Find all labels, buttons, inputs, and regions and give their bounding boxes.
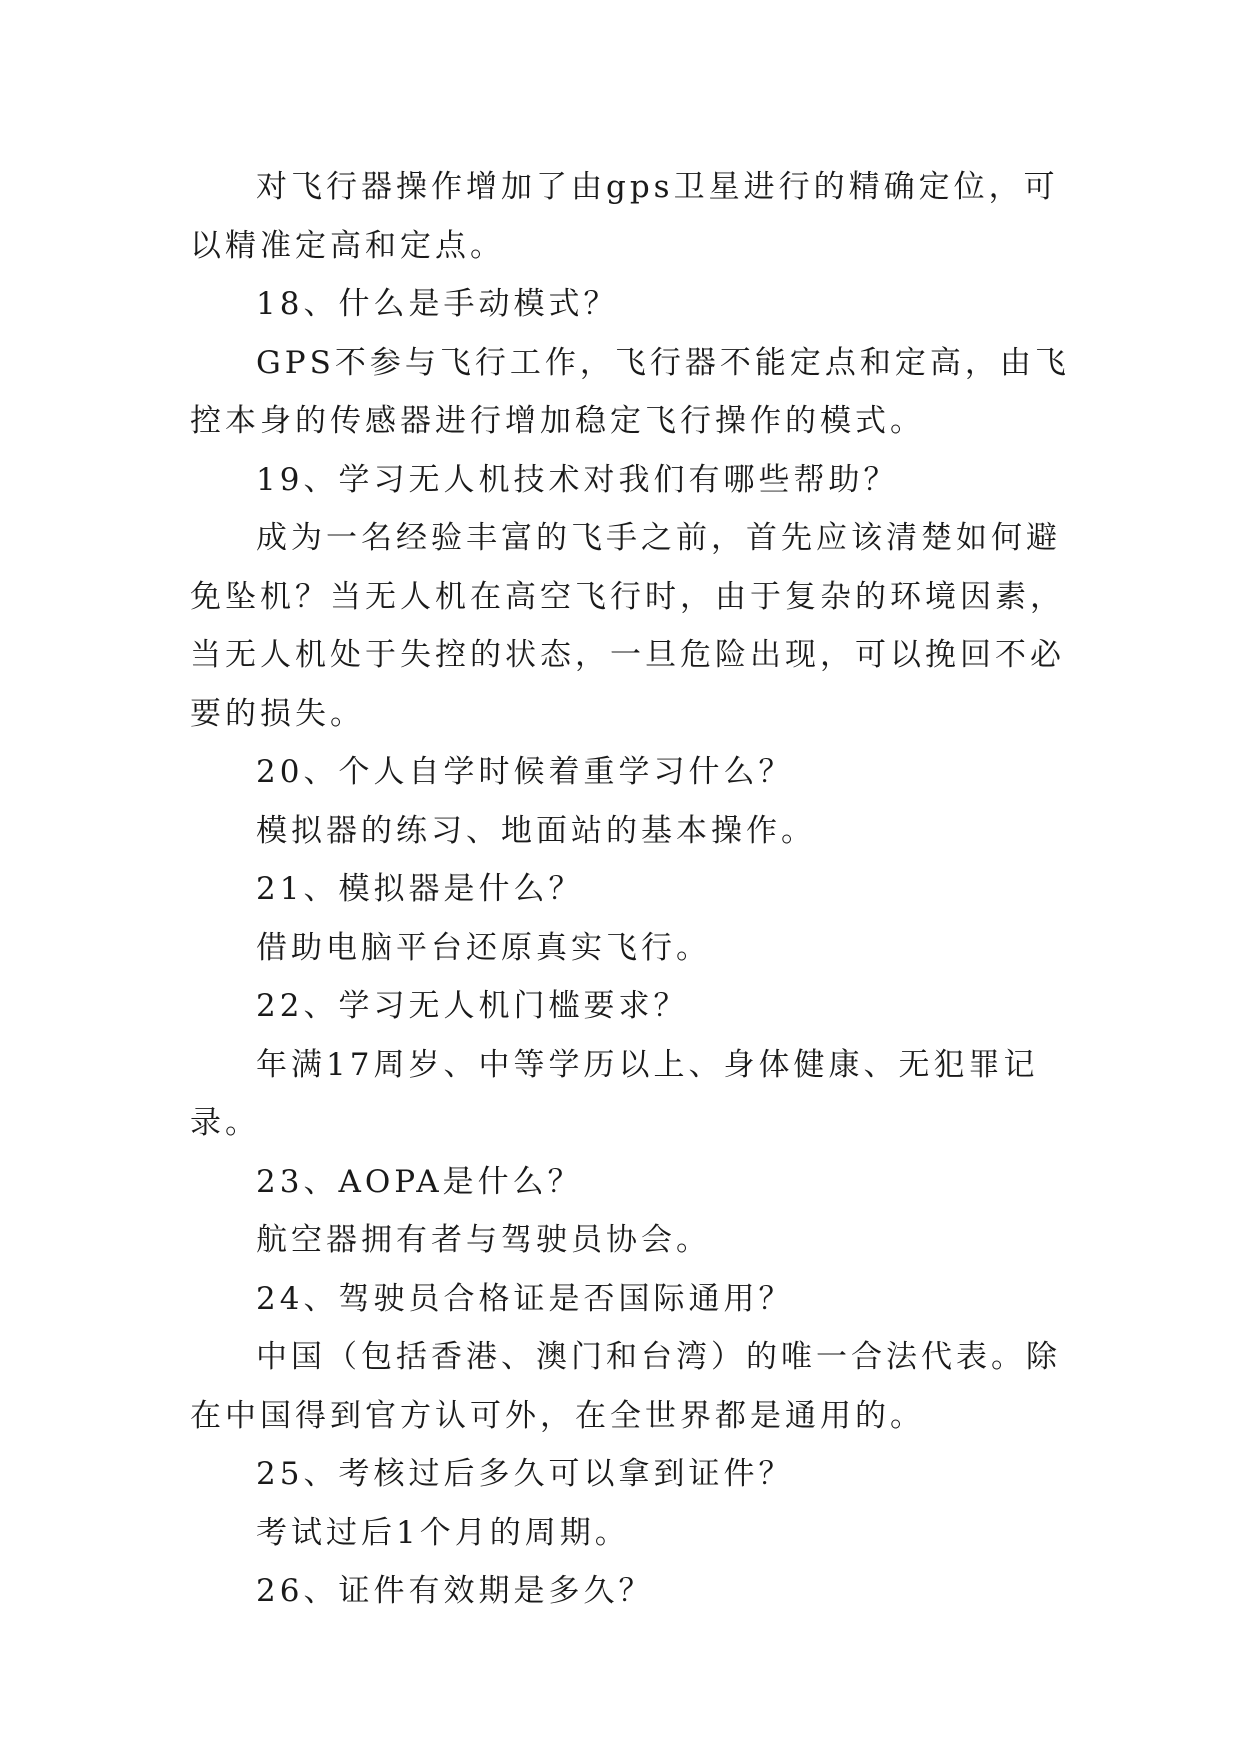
question-21: 21、模拟器是什么？ <box>256 871 584 907</box>
answer-25: 考试过后1个月的周期。 <box>256 1514 630 1551</box>
question-26: 26、证件有效期是多久？ <box>256 1573 654 1609</box>
document-body <box>190 158 1070 1621</box>
question-18: 18、什么是手动模式？ <box>256 286 619 322</box>
question-25: 25、考核过后多久可以拿到证件？ <box>256 1456 794 1492</box>
answer-23: 航空器拥有者与驾驶员协会。 <box>256 1222 711 1258</box>
question-19: 19、学习无人机技术对我们有哪些帮助？ <box>256 461 899 498</box>
answer-19: 成为一名经验丰富的飞手之前，首先应该清楚如何避免坠机？当无人机在高空飞行时，由于复杂的环境因素，当无人机处于失控的状态，一旦危险出现，可以挽回不必要的损失。 <box>190 520 1065 732</box>
answer-24: 中国（包括香港、澳门和台湾）的唯一合法代表。除在中国得到官方认可外，在全世界都是通用的。 <box>190 1339 1061 1434</box>
question-20: 20、个人自学时候着重学习什么？ <box>256 754 794 790</box>
answer-22: 年满17周岁、中等学历以上、身体健康、无犯罪记录。 <box>190 1046 1039 1141</box>
answer-20: 模拟器的练习、地面站的基本操作。 <box>256 812 816 849</box>
question-22: 22、学习无人机门槛要求？ <box>256 988 689 1024</box>
answer-21: 借助电脑平台还原真实飞行。 <box>256 929 711 966</box>
question-23: 23、AOPA是什么？ <box>256 1163 583 1200</box>
question-24: 24、驾驶员合格证是否国际通用？ <box>256 1280 794 1317</box>
answer-18: GPS不参与飞行工作，飞行器不能定点和定高，由飞控本身的传感器进行增加稳定飞行操作的模式。 <box>190 344 1070 439</box>
paragraph-gps-positioning: 对飞行器操作增加了由gps卫星进行的精确定位，可以精准定高和定点。 <box>190 169 1059 264</box>
